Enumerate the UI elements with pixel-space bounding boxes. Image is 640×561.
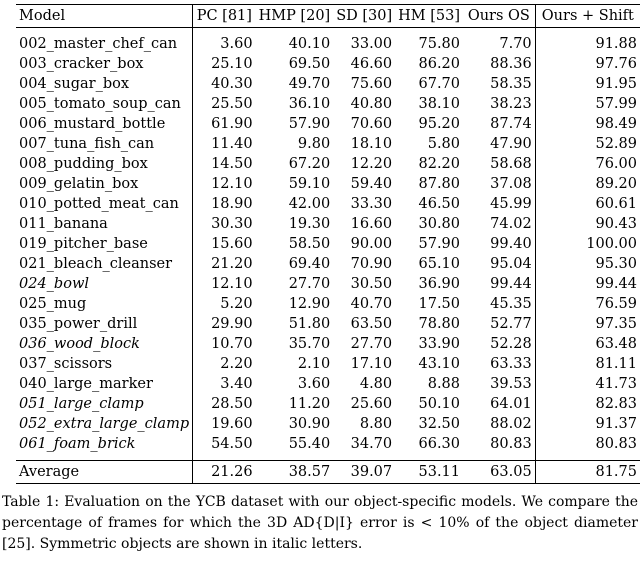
cell-value: 40.70 bbox=[350, 296, 393, 312]
model-name: 036_wood_block bbox=[19, 336, 140, 352]
cell-value: 89.20 bbox=[535, 174, 640, 194]
cell-value: 51.80 bbox=[288, 316, 331, 332]
cell-value: 40.10 bbox=[288, 36, 331, 52]
cell-value: 90.43 bbox=[535, 214, 640, 234]
cell-value: 8.88 bbox=[427, 376, 461, 392]
table-row bbox=[16, 54, 640, 74]
table-row bbox=[16, 234, 640, 254]
table-row bbox=[16, 434, 640, 461]
cell-value: 38.10 bbox=[418, 96, 461, 112]
model-name: 021_bleach_cleanser bbox=[19, 256, 173, 272]
cell-value: 54.50 bbox=[193, 434, 256, 461]
cell-value: 55.40 bbox=[288, 436, 331, 452]
table-row bbox=[16, 274, 640, 294]
cell-value: 52.28 bbox=[490, 336, 532, 352]
cell-value: 30.50 bbox=[350, 276, 393, 292]
cell-value: 11.40 bbox=[193, 134, 256, 154]
cell-value: 59.40 bbox=[350, 176, 393, 192]
results-table bbox=[16, 4, 640, 484]
model-name: 051_large_clamp bbox=[19, 396, 144, 412]
cell-value: 38.23 bbox=[490, 96, 532, 112]
cell-value: 69.50 bbox=[288, 56, 331, 72]
cell-value: 88.36 bbox=[490, 56, 532, 72]
cell-value: 65.10 bbox=[418, 256, 461, 272]
table-row bbox=[16, 254, 640, 274]
cell-value: 69.40 bbox=[288, 256, 331, 272]
table-row bbox=[16, 414, 640, 434]
cell-value: 59.10 bbox=[288, 176, 331, 192]
cell-value: 36.90 bbox=[418, 276, 461, 292]
cell-value: 25.50 bbox=[193, 94, 256, 114]
cell-value: 33.30 bbox=[350, 196, 393, 212]
table-header-row bbox=[16, 5, 640, 28]
header-sd: SD [30] bbox=[333, 5, 395, 28]
cell-value: 12.10 bbox=[193, 174, 256, 194]
cell-value: 78.80 bbox=[418, 316, 461, 332]
cell-value: 80.83 bbox=[535, 434, 640, 461]
cell-value: 98.49 bbox=[535, 114, 640, 134]
cell-value: 99.44 bbox=[535, 274, 640, 294]
cell-value: 63.33 bbox=[490, 356, 532, 372]
model-name: 061_foam_brick bbox=[19, 436, 136, 452]
model-name: 011_banana bbox=[19, 216, 108, 232]
model-name: 035_power_drill bbox=[19, 316, 138, 332]
header-hm: HM [53] bbox=[395, 5, 463, 28]
cell-value: 63.48 bbox=[535, 334, 640, 354]
cell-value: 15.60 bbox=[193, 234, 256, 254]
cell-value: 4.80 bbox=[359, 376, 393, 392]
cell-value: 39.53 bbox=[490, 376, 532, 392]
cell-value: 50.10 bbox=[418, 396, 461, 412]
cell-value: 17.10 bbox=[350, 356, 393, 372]
cell-value: 8.80 bbox=[359, 416, 393, 432]
average-label: Average bbox=[16, 461, 193, 484]
table-row bbox=[16, 174, 640, 194]
model-name: 008_pudding_box bbox=[19, 156, 148, 172]
cell-value: 52.77 bbox=[490, 316, 532, 332]
cell-value: 9.80 bbox=[297, 136, 331, 152]
cell-value: 27.70 bbox=[288, 276, 331, 292]
cell-value: 46.50 bbox=[418, 196, 461, 212]
cell-value: 12.10 bbox=[193, 274, 256, 294]
cell-value: 88.02 bbox=[490, 416, 532, 432]
cell-value: 18.90 bbox=[193, 194, 256, 214]
header-ours-shift: Ours + Shift bbox=[535, 5, 640, 28]
cell-value: 41.73 bbox=[535, 374, 640, 394]
header-pc: PC [81] bbox=[193, 5, 256, 28]
average-value: 21.26 bbox=[193, 461, 256, 484]
cell-value: 27.70 bbox=[350, 336, 393, 352]
cell-value: 19.30 bbox=[288, 216, 331, 232]
model-name: 025_mug bbox=[19, 296, 87, 312]
table-row bbox=[16, 74, 640, 94]
model-name: 006_mustard_bottle bbox=[19, 116, 166, 132]
cell-value: 32.50 bbox=[418, 416, 461, 432]
model-name: 019_pitcher_base bbox=[19, 236, 148, 252]
cell-value: 46.60 bbox=[350, 56, 393, 72]
table-row bbox=[16, 354, 640, 374]
average-value: 63.05 bbox=[463, 461, 535, 484]
cell-value: 42.00 bbox=[288, 196, 331, 212]
cell-value: 45.35 bbox=[490, 296, 532, 312]
cell-value: 58.50 bbox=[288, 236, 331, 252]
model-name: 009_gelatin_box bbox=[19, 176, 139, 192]
cell-value: 82.20 bbox=[418, 156, 461, 172]
cell-value: 25.60 bbox=[350, 396, 393, 412]
cell-value: 3.60 bbox=[193, 28, 256, 55]
cell-value: 91.37 bbox=[535, 414, 640, 434]
table-row bbox=[16, 134, 640, 154]
cell-value: 75.80 bbox=[418, 36, 461, 52]
cell-value: 49.70 bbox=[288, 76, 331, 92]
average-value: 38.57 bbox=[256, 461, 334, 484]
table-row bbox=[16, 154, 640, 174]
cell-value: 82.83 bbox=[535, 394, 640, 414]
model-name: 024_bowl bbox=[19, 276, 89, 292]
table-row bbox=[16, 28, 640, 55]
cell-value: 5.20 bbox=[193, 294, 256, 314]
table-row bbox=[16, 374, 640, 394]
cell-value: 17.50 bbox=[418, 296, 461, 312]
cell-value: 43.10 bbox=[418, 356, 461, 372]
table-caption: Table 1: Evaluation on the YCB dataset with our object-specific models. We compare the percentage of frames for which the 3D AD{D|I} error is < 10% of the object diameter [25]. Symmetric objects are shown in italic letters. bbox=[2, 494, 638, 552]
cell-value: 37.08 bbox=[490, 176, 532, 192]
cell-value: 52.89 bbox=[535, 134, 640, 154]
table-row bbox=[16, 114, 640, 134]
cell-value: 99.40 bbox=[490, 236, 532, 252]
cell-value: 30.80 bbox=[418, 216, 461, 232]
cell-value: 74.02 bbox=[490, 216, 532, 232]
header-hmp: HMP [20] bbox=[256, 5, 334, 28]
cell-value: 2.10 bbox=[297, 356, 331, 372]
cell-value: 21.20 bbox=[193, 254, 256, 274]
header-model: Model bbox=[16, 5, 193, 28]
cell-value: 36.10 bbox=[288, 96, 331, 112]
cell-value: 14.50 bbox=[193, 154, 256, 174]
cell-value: 81.11 bbox=[535, 354, 640, 374]
cell-value: 67.70 bbox=[418, 76, 461, 92]
cell-value: 75.60 bbox=[350, 76, 393, 92]
cell-value: 63.50 bbox=[350, 316, 393, 332]
cell-value: 28.50 bbox=[193, 394, 256, 414]
model-name: 010_potted_meat_can bbox=[19, 196, 179, 212]
cell-value: 90.00 bbox=[350, 236, 393, 252]
table-row bbox=[16, 194, 640, 214]
cell-value: 45.99 bbox=[490, 196, 532, 212]
cell-value: 18.10 bbox=[350, 136, 393, 152]
table-row bbox=[16, 214, 640, 234]
cell-value: 12.90 bbox=[288, 296, 331, 312]
cell-value: 97.35 bbox=[535, 314, 640, 334]
cell-value: 10.70 bbox=[193, 334, 256, 354]
average-row bbox=[16, 461, 640, 484]
cell-value: 30.90 bbox=[288, 416, 331, 432]
cell-value: 2.20 bbox=[193, 354, 256, 374]
table-row bbox=[16, 94, 640, 114]
header-ours-os: Ours OS bbox=[463, 5, 535, 28]
cell-value: 91.88 bbox=[535, 28, 640, 55]
cell-value: 80.83 bbox=[490, 436, 532, 452]
cell-value: 57.90 bbox=[418, 236, 461, 252]
cell-value: 3.40 bbox=[193, 374, 256, 394]
cell-value: 16.60 bbox=[350, 216, 393, 232]
model-name: 005_tomato_soup_can bbox=[19, 96, 181, 112]
cell-value: 76.00 bbox=[535, 154, 640, 174]
cell-value: 47.90 bbox=[490, 136, 532, 152]
model-name: 007_tuna_fish_can bbox=[19, 136, 155, 152]
cell-value: 87.74 bbox=[490, 116, 532, 132]
cell-value: 64.01 bbox=[490, 396, 532, 412]
cell-value: 19.60 bbox=[193, 414, 256, 434]
cell-value: 95.30 bbox=[535, 254, 640, 274]
cell-value: 95.04 bbox=[490, 256, 532, 272]
cell-value: 11.20 bbox=[288, 396, 331, 412]
cell-value: 58.35 bbox=[490, 76, 532, 92]
average-value: 53.11 bbox=[395, 461, 463, 484]
table-row bbox=[16, 314, 640, 334]
cell-value: 5.80 bbox=[427, 136, 461, 152]
cell-value: 33.90 bbox=[418, 336, 461, 352]
cell-value: 57.99 bbox=[535, 94, 640, 114]
cell-value: 66.30 bbox=[418, 436, 461, 452]
cell-value: 86.20 bbox=[418, 56, 461, 72]
cell-value: 76.59 bbox=[535, 294, 640, 314]
model-name: 037_scissors bbox=[19, 356, 113, 372]
cell-value: 3.60 bbox=[297, 376, 331, 392]
cell-value: 61.90 bbox=[193, 114, 256, 134]
cell-value: 67.20 bbox=[288, 156, 331, 172]
cell-value: 40.80 bbox=[350, 96, 393, 112]
cell-value: 70.90 bbox=[350, 256, 393, 272]
cell-value: 35.70 bbox=[288, 336, 331, 352]
cell-value: 60.61 bbox=[535, 194, 640, 214]
cell-value: 12.20 bbox=[350, 156, 393, 172]
cell-value: 7.70 bbox=[499, 36, 532, 52]
average-value: 39.07 bbox=[333, 461, 395, 484]
model-name: 052_extra_large_clamp bbox=[19, 416, 190, 432]
cell-value: 40.30 bbox=[193, 74, 256, 94]
model-name: 003_cracker_box bbox=[19, 56, 144, 72]
cell-value: 99.44 bbox=[490, 276, 532, 292]
cell-value: 100.00 bbox=[535, 234, 640, 254]
cell-value: 57.90 bbox=[288, 116, 331, 132]
model-name: 040_large_marker bbox=[19, 376, 153, 392]
cell-value: 30.30 bbox=[193, 214, 256, 234]
table-row bbox=[16, 294, 640, 314]
cell-value: 34.70 bbox=[350, 436, 393, 452]
model-name: 002_master_chef_can bbox=[19, 36, 178, 52]
average-value: 81.75 bbox=[535, 461, 640, 484]
cell-value: 33.00 bbox=[350, 36, 393, 52]
cell-value: 25.10 bbox=[193, 54, 256, 74]
table-body bbox=[16, 28, 640, 461]
cell-value: 87.80 bbox=[418, 176, 461, 192]
cell-value: 29.90 bbox=[193, 314, 256, 334]
table-row bbox=[16, 394, 640, 414]
cell-value: 70.60 bbox=[350, 116, 393, 132]
model-name: 004_sugar_box bbox=[19, 76, 130, 92]
table-row bbox=[16, 334, 640, 354]
cell-value: 91.95 bbox=[535, 74, 640, 94]
cell-value: 97.76 bbox=[535, 54, 640, 74]
cell-value: 58.68 bbox=[490, 156, 532, 172]
cell-value: 95.20 bbox=[418, 116, 461, 132]
